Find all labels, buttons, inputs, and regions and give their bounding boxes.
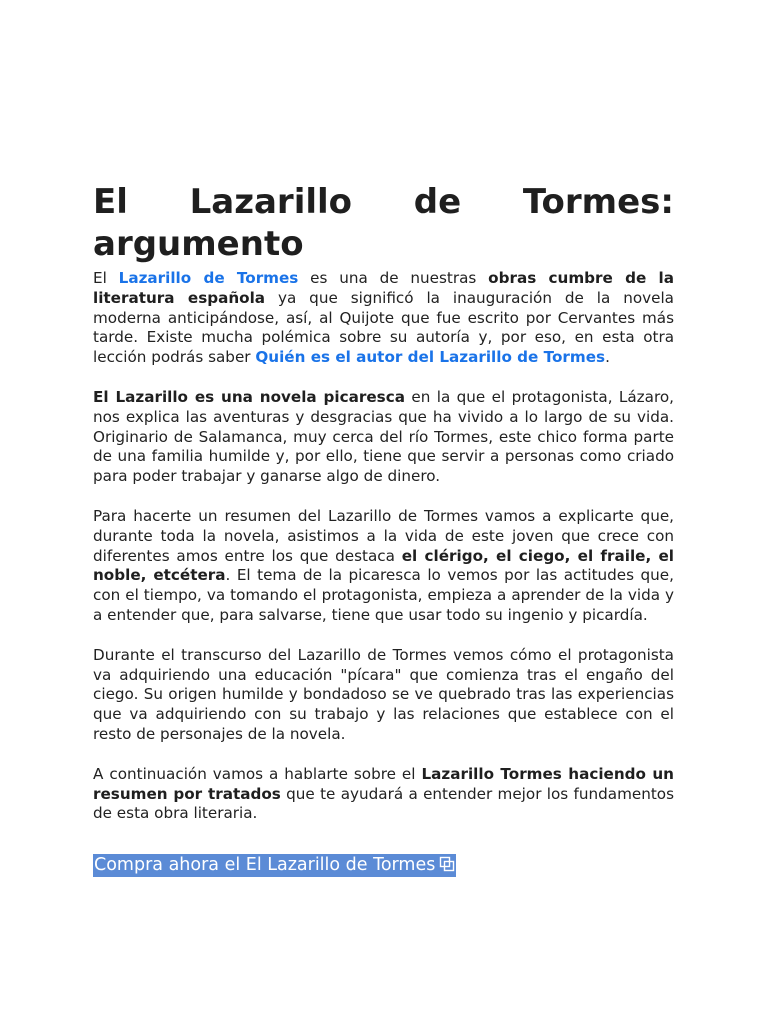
bold-text: Lazarillo Tormes haciendo un resumen por tratados [93, 764, 674, 803]
buy-section [93, 854, 674, 877]
text: Para hacerte un resumen del Lazarillo de Tormes vamos a explicarte que, durante toda la novela, asistimos a la vida de este joven que crece con diferentes amos entre los que destaca [93, 506, 674, 565]
bold-text: el clérigo, el ciego, el fraile, el noble, etcétera [93, 546, 674, 585]
author-link[interactable]: Quién es el autor del Lazarillo de Tormes [255, 348, 606, 367]
title-word: Lazarillo [189, 182, 353, 222]
text: A continuación vamos a hablarte sobre el [93, 764, 422, 783]
bold-text: El Lazarillo es una novela picaresca [93, 387, 405, 406]
text: . [605, 348, 610, 367]
title-line-1 [93, 181, 674, 223]
paragraph-continuacion [93, 765, 674, 824]
text: Durante el transcurso del Lazarillo de Tormes vemos cómo el protagonista va adquiriendo una educación "pícara" que comienza tras el engaño del ciego. Su origen humilde y bondadoso se ve quebrado tras las experiencias que va adquiriendo con su trabajo y las relaciones que establece con el resto de personajes de la novela. [93, 645, 674, 743]
paragraph-intro [93, 269, 674, 368]
title-word: El [93, 182, 128, 222]
article [93, 181, 674, 877]
lazarillo-link[interactable]: Lazarillo de Tormes [118, 269, 299, 287]
text: . El tema de la picaresca lo vemos por las actitudes que, con el tiempo, va tomando el protagonista, empieza a aprender de la vida y a entender que, para salvarse, tiene que usar todo su ingenio y picardía. [93, 566, 674, 624]
title-word: de [413, 182, 462, 222]
title-word: Tormes: [522, 182, 674, 222]
external-link-icon [439, 856, 455, 872]
buy-now-link[interactable] [93, 854, 456, 877]
bold-text: obras cumbre de la literatura española [93, 269, 675, 307]
text: que te ayudará a entender mejor los fundamentos de esta obra literaria. [93, 784, 674, 823]
text: El [93, 269, 119, 287]
paragraph-resumen [93, 507, 674, 626]
paragraph-transcurso [93, 646, 674, 745]
paragraph-picaresca [93, 388, 674, 487]
buy-now-label: Compra ahora el El Lazarillo de Tormes [94, 855, 436, 876]
text: ya que significó la inauguración de la novela moderna anticipándose, así, al Quijote que fue escrito por Cervantes más tarde. Existe mucha polémica sobre su autoría y, por eso, en esta otra lección podrás saber [93, 288, 674, 367]
text: en la que el protagonista, Lázaro, nos explica las aventuras y desgracias que ha vivido a lo largo de su vida. Originario de Salamanca, muy cerca del río Tormes, este chico forma parte de una familia humilde y, por ello, tiene que servir a personas como criado para poder trabajar y ganarse algo de dinero. [93, 387, 674, 486]
title-line-2: argumento [93, 224, 304, 264]
text: es una de nuestras [298, 269, 489, 287]
page-title [93, 181, 674, 265]
